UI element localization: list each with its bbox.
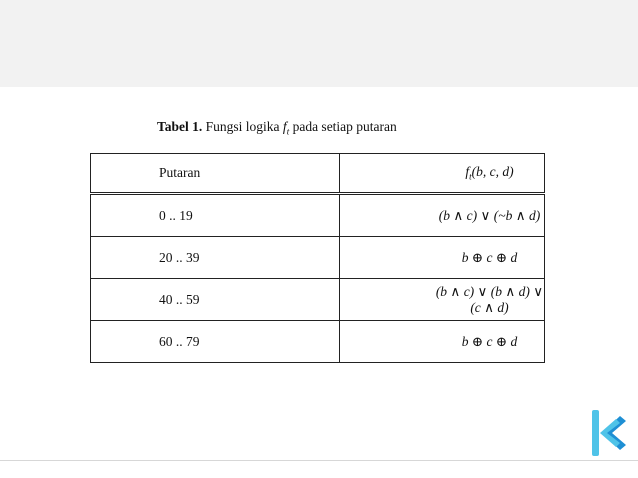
cell-expression: (b ∧ c) ∨ (~b ∧ d) [340,194,545,237]
caption-f-symbol: $f_t$ [282,119,290,137]
caption-text-before: Fungsi logika [205,119,283,134]
cell-putaran: 60 .. 79 [91,321,340,363]
table-row [91,279,545,321]
caption-label: Tabel 1. [157,119,203,134]
footer-divider [0,460,638,461]
header-putaran: Putaran [91,154,340,194]
table-header-row [91,154,545,194]
logic-function-table [90,153,545,363]
caption-text-after: pada setiap putaran [289,119,397,134]
top-band [0,0,638,87]
cell-putaran: 40 .. 59 [91,279,340,321]
cell-expression: b ⊕ c ⊕ d [340,237,545,279]
table-row [91,237,545,279]
cell-expression: (b ∧ c) ∨ (b ∧ d) ∨ (c ∧ d) [340,279,545,321]
cell-putaran: 0 .. 19 [91,194,340,237]
k-chevron-logo-icon [590,410,626,456]
table-row [91,194,545,237]
cell-putaran: 20 .. 39 [91,237,340,279]
header-function: $f_t(b$, c, d) [340,154,545,194]
table-row [91,321,545,363]
table-caption [157,119,397,137]
cell-expression: b ⊕ c ⊕ d [340,321,545,363]
